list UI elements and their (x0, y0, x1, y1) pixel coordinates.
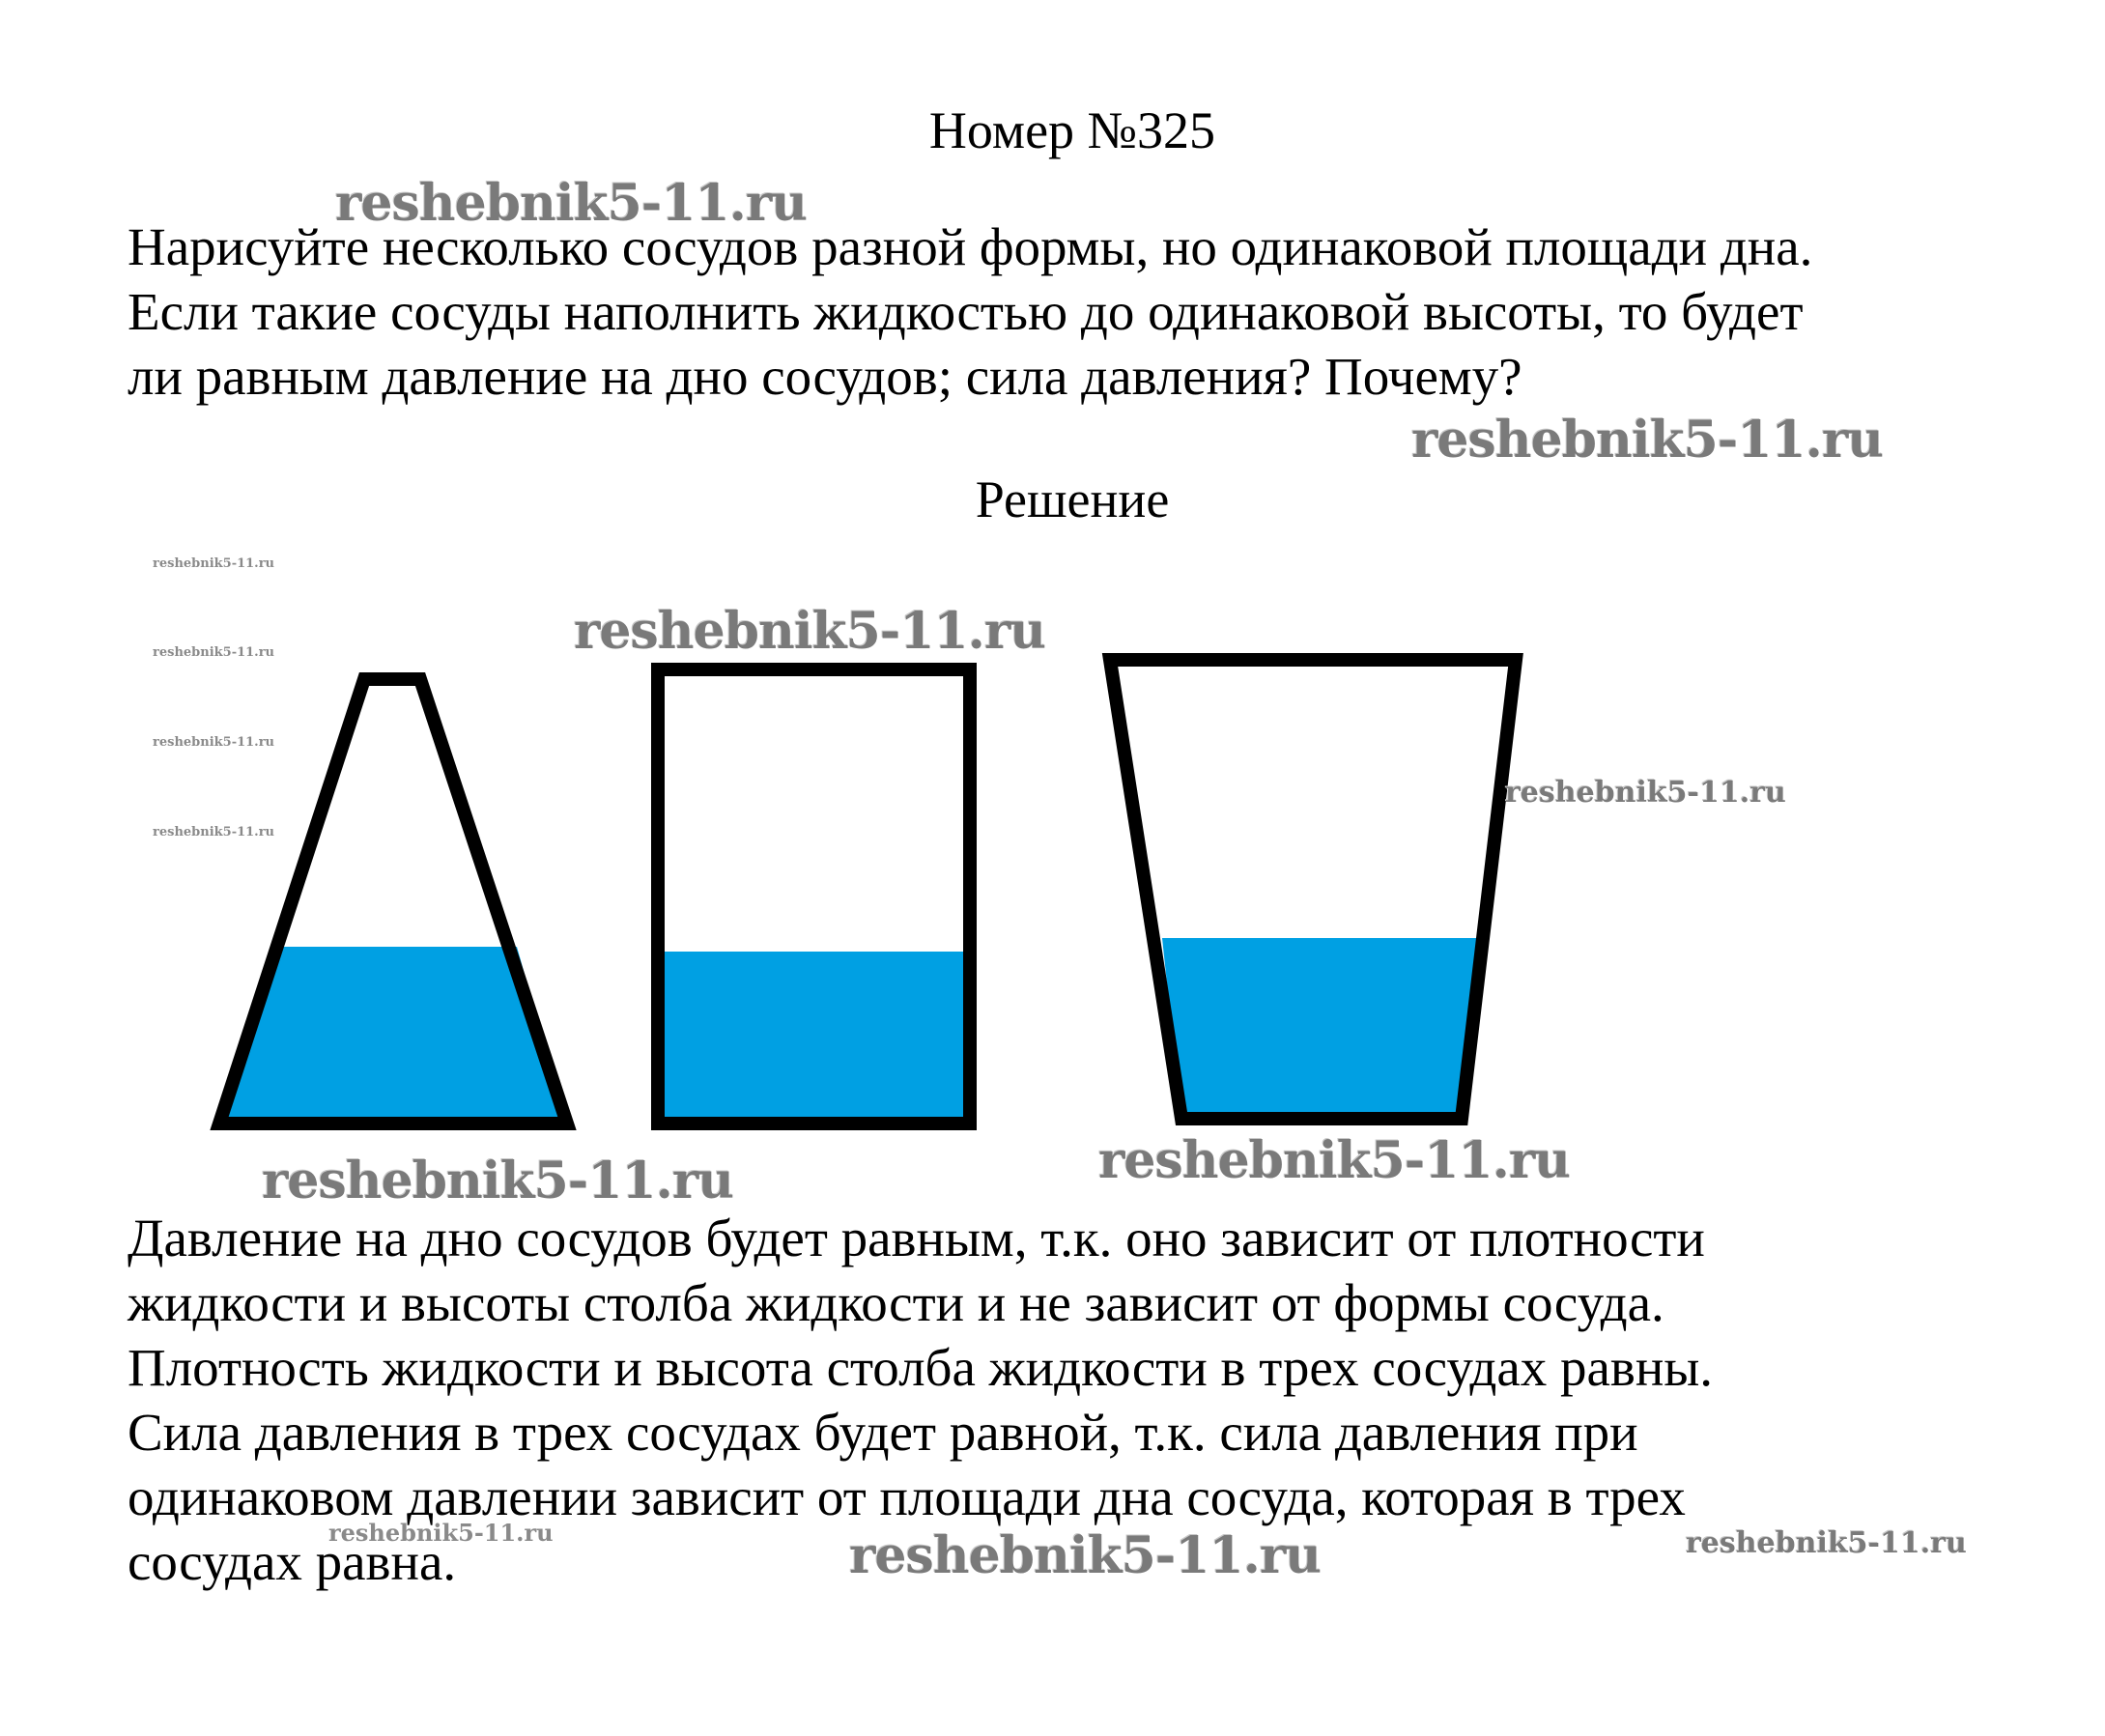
watermark: reshebnik5-11.ru (1686, 1526, 1967, 1560)
vessel-cup-liquid (1162, 938, 1481, 1119)
watermark: reshebnik5-11.ru (153, 645, 275, 660)
watermark: reshebnik5-11.ru (153, 556, 275, 571)
vessel-rectangular (658, 669, 970, 1124)
page-title: Номер №325 (928, 101, 1216, 159)
question-line: Нарисуйте несколько сосудов разной формы, но одинаковой площади дна. (128, 217, 1813, 276)
solution-heading: Решение (975, 470, 1170, 528)
watermark: reshebnik5-11.ru (1098, 1131, 1571, 1190)
watermark: reshebnik5-11.ru (849, 1526, 1322, 1585)
answer-line: Плотность жидкости и высота столба жидкости в трех сосудах равны. (128, 1338, 1714, 1397)
answer-line: сосудах равна. (128, 1532, 457, 1591)
watermark: reshebnik5-11.ru (335, 174, 808, 233)
watermark: reshebnik5-11.ru (262, 1152, 734, 1210)
watermark: reshebnik5-11.ru (574, 602, 1046, 661)
watermark: reshebnik5-11.ru (1411, 411, 1884, 470)
answer-line: жидкости и высоты столба жидкости и не зависит от формы сосуда. (128, 1273, 1664, 1332)
answer-line: Давление на дно сосудов будет равным, т.к. оно зависит от плотности (128, 1209, 1705, 1267)
question-line: ли равным давление на дно сосудов; сила давления? Почему? (128, 347, 1522, 406)
answer-line: одинаковом давлении зависит от площади дна сосуда, которая в трех (128, 1467, 1686, 1526)
watermark: reshebnik5-11.ru (153, 735, 275, 750)
vessel-rectangular-liquid (658, 952, 970, 1124)
watermark: reshebnik5-11.ru (153, 825, 275, 840)
watermark: reshebnik5-11.ru (328, 1519, 554, 1547)
question-line: Если такие сосуды наполнить жидкостью до одинаковой высоты, то будет (128, 282, 1804, 341)
watermark: reshebnik5-11.ru (1505, 776, 1786, 810)
vessel-cup (1110, 660, 1516, 1119)
answer-line: Сила давления в трех сосудах будет равной, т.к. сила давления при (128, 1403, 1638, 1462)
